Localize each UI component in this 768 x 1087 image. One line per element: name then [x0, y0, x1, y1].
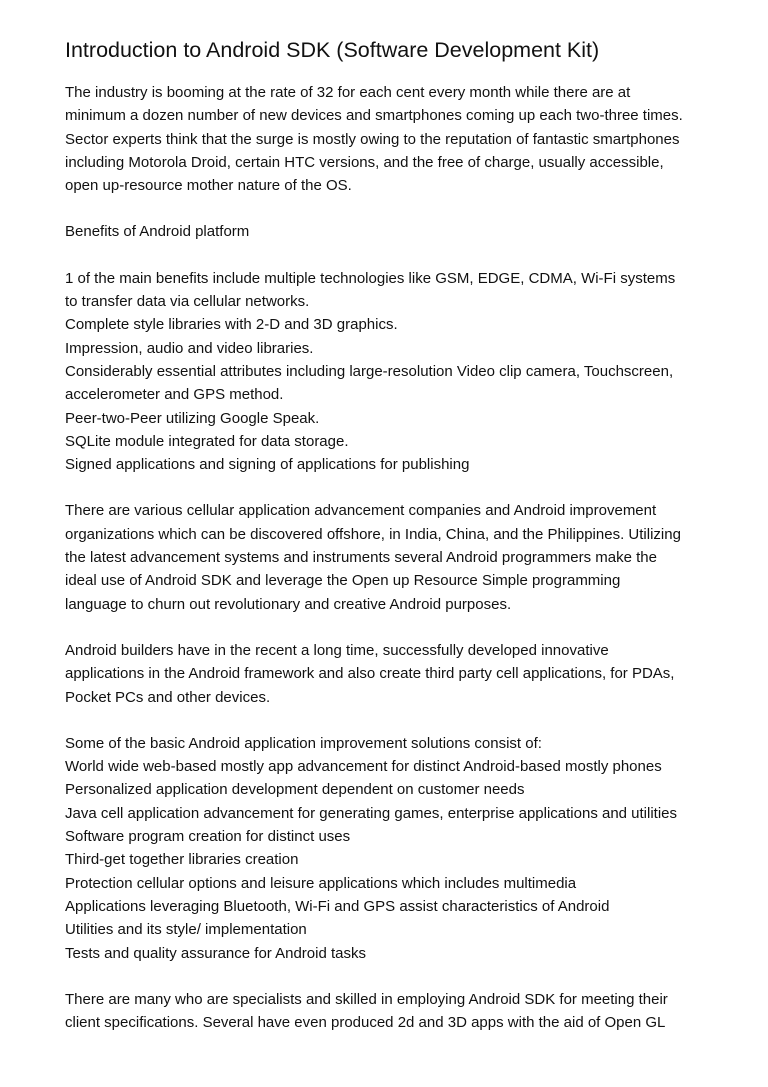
text-line: the latest advancement systems and instruments several Android programmers make the: [65, 549, 657, 567]
text-line: Software program creation for distinct uses: [65, 828, 351, 846]
text-line: Impression, audio and video libraries.: [65, 339, 314, 357]
text-line: There are many who are specialists and skilled in employing Android SDK for meeting their: [65, 990, 668, 1008]
text-line: open up-resource mother nature of the OS.: [65, 177, 352, 195]
text-line: There are various cellular application advancement companies and Android improvement: [65, 502, 657, 520]
text-line: Benefits of Android platform: [65, 223, 250, 241]
text-line: Considerably essential attributes including large-resolution Video clip camera, Touchscreen,: [65, 362, 674, 380]
paragraph: [65, 267, 728, 477]
text-line: organizations which can be discovered offshore, in India, China, and the Philippines. Utilizing: [65, 525, 681, 543]
paragraph: [65, 81, 728, 197]
text-line: to transfer data via cellular networks.: [65, 293, 310, 311]
text-line: Complete style libraries with 2-D and 3D graphics.: [65, 316, 398, 334]
paragraph: [65, 639, 728, 709]
text-line: minimum a dozen number of new devices and smartphones coming up each two-three times.: [65, 107, 683, 125]
text-line: Applications leveraging Bluetooth, Wi-Fi and GPS assist characteristics of Android: [65, 897, 610, 915]
text-line: Peer-two-Peer utilizing Google Speak.: [65, 409, 320, 427]
text-line: World wide web-based mostly app advancement for distinct Android-based mostly phones: [65, 758, 662, 776]
text-line: client specifications. Several have even produced 2d and 3D apps with the aid of Open GL: [65, 1014, 666, 1032]
text-line: SQLite module integrated for data storage.: [65, 432, 349, 450]
text-line: Sector experts think that the surge is mostly owing to the reputation of fantastic smartphones: [65, 130, 680, 148]
text-line: Pocket PCs and other devices.: [65, 688, 271, 706]
text-line: Signed applications and signing of applications for publishing: [65, 456, 470, 474]
text-line: language to churn out revolutionary and creative Android purposes.: [65, 595, 512, 613]
paragraph: [65, 732, 728, 965]
text-line: accelerometer and GPS method.: [65, 386, 284, 404]
paragraph: [65, 220, 728, 243]
text-line: Third-get together libraries creation: [65, 851, 299, 869]
text-line: ideal use of Android SDK and leverage the Open up Resource Simple programming: [65, 572, 621, 590]
paragraph: [65, 988, 728, 1035]
text-line: Protection cellular options and leisure applications which includes multimedia: [65, 874, 577, 892]
text-line: including Motorola Droid, certain HTC versions, and the free of charge, usually accessible,: [65, 153, 664, 171]
text-line: The industry is booming at the rate of 32 for each cent every month while there are at: [65, 84, 631, 101]
text-line: 1 of the main benefits include multiple technologies like GSM, EDGE, CDMA, Wi-Fi systems: [65, 269, 676, 287]
text-line: Personalized application development dependent on customer needs: [65, 781, 525, 799]
document-body: [65, 81, 728, 1034]
paragraph: [65, 499, 728, 615]
text-line: applications in the Android framework and also create third party cell applications, for PDAs,: [65, 665, 675, 683]
text-line: Utilities and its style/ implementation: [65, 921, 307, 939]
text-line: Tests and quality assurance for Android tasks: [65, 944, 366, 962]
text-line: Java cell application advancement for generating games, enterprise applications and utilities: [65, 804, 678, 822]
page-title: Introduction to Android SDK (Software Development Kit): [65, 38, 600, 62]
text-line: Some of the basic Android application improvement solutions consist of:: [65, 734, 542, 752]
text-line: Android builders have in the recent a long time, successfully developed innovative: [65, 641, 609, 659]
